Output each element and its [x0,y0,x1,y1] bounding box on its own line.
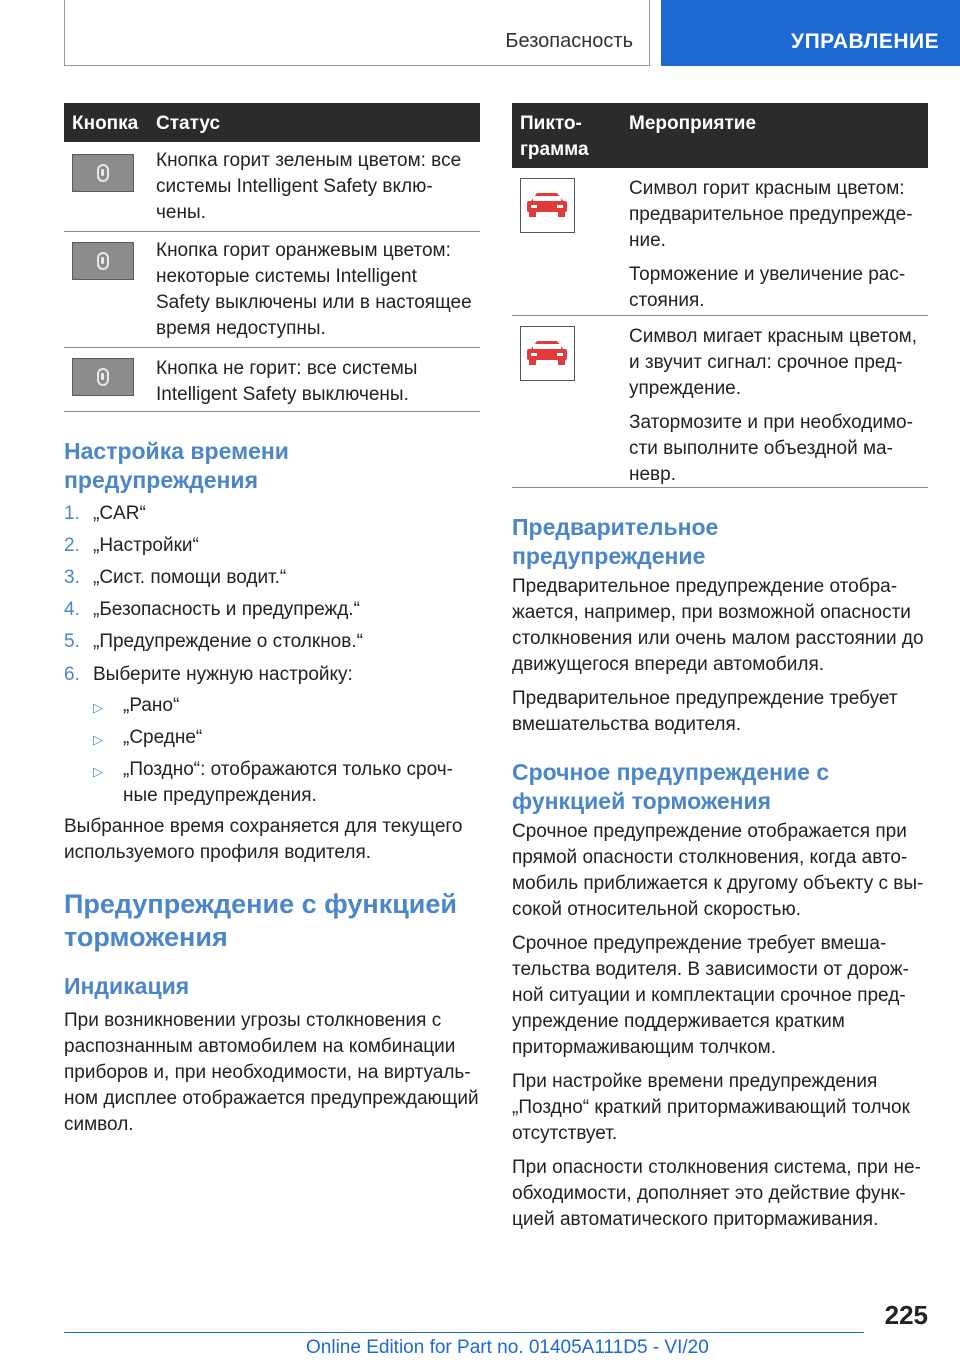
step-text: Выберите нужную настройку: [93,664,353,685]
header-pictogram: Пикто- [520,113,582,134]
header-status: Статус [156,113,221,134]
header-button: Кнопка [72,113,139,134]
indication-subheading: Индикация [64,973,190,999]
row-text: системы Intelligent Safety вклю- [156,176,433,197]
row-text: и звучит сигнал: срочное пред- [629,352,903,373]
row-text: стояния. [629,290,705,311]
step-number: 6. [64,664,80,685]
row-text: упреждение. [629,378,742,399]
header-action: Мероприятие [629,113,757,134]
step-text: „Сист. помощи водит.“ [93,567,287,588]
row-text: невр. [629,464,676,485]
header-pictogram: грамма [520,139,589,160]
urgent-warning-text: Срочное предупреждение отображается при прямой опасности столкновения, когда авто- мобиль приближается к другому объекту с вы- сокой относительной скоростью. Срочное предупреждение требует вмеша- тельства водителя. В зависимости от дорож- ной ситуации и комплектации срочное пред- упреждение поддерживается кратким притормаживающим толчком. При настройке времени предупреждения „Поздно“ краткий притормаживающий толчок отсутствует. При опасности столкновения система, при не- обходимости, дополняет это действие функ- цией автоматического притормаживания. [512,821,924,1230]
row-text: чены. [156,202,206,223]
triangle-bullet-icon: ▷ [93,732,103,747]
triangle-bullet-icon: ▷ [93,764,103,779]
edition-text: Online Edition for Part no. 01405A111D5 - VI/20 [306,1337,709,1358]
row-text: Intelligent Safety выключены. [156,384,409,405]
row-text: Затормозите и при необходимо- [629,412,913,433]
red-car-warning-icon [520,326,575,381]
pictogram-action-table [512,103,928,488]
red-car-warning-icon [520,178,575,233]
row-text: Кнопка горит зеленым цветом: все [156,150,462,171]
indication-text: При возникновении угрозы столкновения с распознанным автомобилем на комбинации приборов и, при необходимости, на виртуаль- ном дисплее отображается предупреждающий символ. [64,1010,479,1135]
option-text: „Средне“ [123,727,203,748]
button-status-table [64,103,480,412]
table-row [64,348,480,412]
row-text: Символ горит красным цветом: [629,178,905,199]
option-text: „Поздно“: отображаются только сроч- ные предупреждения. [123,759,453,806]
page-number: 225 [884,1300,928,1330]
table-row [512,316,928,488]
row-text: Кнопка не горит: все системы [156,358,418,379]
row-text: сти выполните объездной ма- [629,438,893,459]
step-number: 1. [64,503,80,524]
header-chapter-box [661,0,960,66]
table-row [64,142,480,232]
row-text: время недоступны. [156,318,326,339]
footer-divider [64,1332,864,1333]
table-header [64,103,480,142]
step-text: „Безопасность и предупрежд.“ [93,599,360,620]
intelligent-safety-button-icon [72,242,134,280]
section-title: Безопасность [505,30,633,52]
urgent-warning-heading: Срочное предупреждение с функцией торможения [512,759,830,814]
intelligent-safety-button-icon [72,358,134,396]
intelligent-safety-button-icon [72,154,134,192]
table-row [64,232,480,348]
row-text: некоторые системы Intelligent [156,266,417,287]
prewarning-text: Предварительное предупреждение отобра- жается, например, при возможной опасности столкновения или очень малом расстоянии до движущегося впереди автомобиля. Предварительное предупреждение требует вмешательства водителя. [512,576,924,735]
row-text: Safety выключены или в настоящее [156,292,472,313]
row-text: Торможение и увеличение рас- [629,264,906,285]
step-text: „Предупреждение о столкнов.“ [93,631,363,652]
row-text: ние. [629,230,666,251]
row-text: предварительное предупрежде- [629,204,913,225]
prewarning-heading: Предварительное предупреждение [512,514,719,569]
step-number: 2. [64,535,80,556]
braking-warning-heading: Предупреждение с функцией торможения [64,889,458,952]
step-text: „CAR“ [93,503,146,524]
step-text: „Настройки“ [93,535,199,556]
table-row [512,168,928,316]
step-number: 5. [64,631,80,652]
selection-note: Выбранное время сохраняется для текущего используемого профиля водителя. [64,816,463,863]
header-section-box [64,0,650,66]
step-number: 3. [64,567,80,588]
chapter-title: УПРАВЛЕНИЕ [791,30,940,53]
table-header [512,103,928,168]
row-text: Символ мигает красным цветом, [629,326,917,347]
row-text: Кнопка горит оранжевым цветом: [156,240,451,261]
option-text: „Рано“ [123,695,180,716]
triangle-bullet-icon: ▷ [93,700,103,715]
warning-time-heading: Настройка времени предупреждения [64,438,289,493]
step-number: 4. [64,599,80,620]
